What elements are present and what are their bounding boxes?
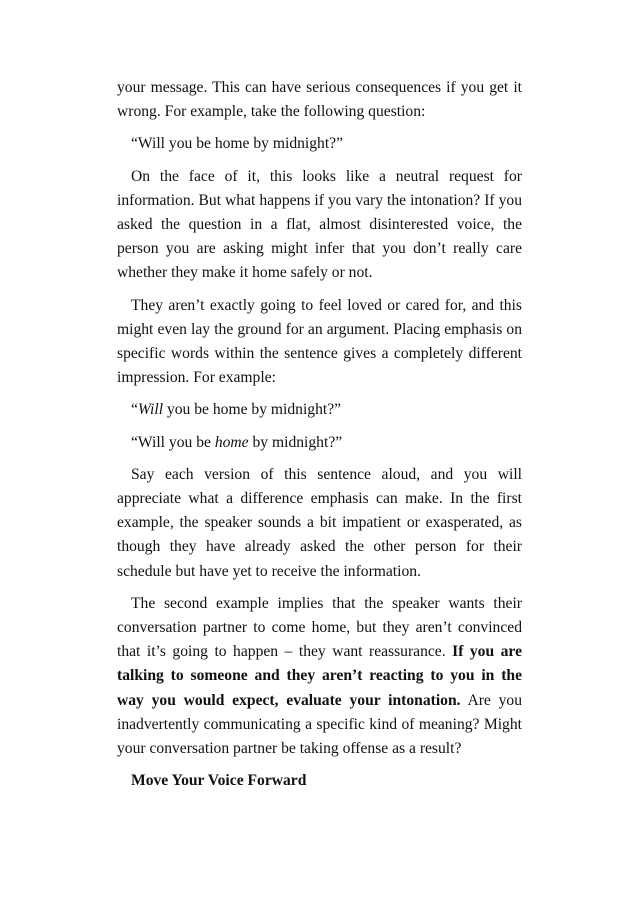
paragraph-neutral-request: On the face of it, this looks like a neutral request for information. But what happens if you vary the intonation? If you asked the question in a flat, almost disinterested voice, the person you are asking might infer that you don’t really care whether they make it home safely or not. bbox=[117, 167, 522, 282]
section-heading: Move Your Voice Forward bbox=[131, 772, 307, 790]
bold-advice: If you are talking to someone and they aren’t reacting to you in the way you would expect, evaluate your intonation. bbox=[117, 643, 522, 709]
text-after-bold: Are you inadvertently communicating a specific kind of meaning? Might your conversation partner be taking offense as a result? bbox=[117, 691, 522, 758]
paragraph-say-aloud: Say each version of this sentence aloud, and you will appreciate what a difference emphasis can make. In the first example, the speaker sounds a bit impatient or exasperated, as though they have already asked the other person for their schedule but have yet to receive the information. bbox=[117, 465, 522, 580]
text-before-bold: The second example implies that the speaker wants their conversation partner to come home, but they aren’t convinced that it’s going to happen – they want reassurance. bbox=[117, 594, 522, 661]
paragraph-emphasis-intro: They aren’t exactly going to feel loved or cared for, and this might even lay the ground for an argument. Placing emphasis on specific words within the sentence gives a completely different impression. For example: bbox=[117, 296, 522, 387]
quote-rest: you be home by midnight?” bbox=[163, 401, 342, 419]
emphasized-word-home: home bbox=[214, 433, 249, 451]
quote-before: “Will you be bbox=[131, 433, 215, 451]
example-question: “Will you be home by midnight?” bbox=[131, 135, 344, 153]
paragraph-second-example bbox=[117, 592, 522, 761]
quote-after: by midnight?” bbox=[248, 433, 343, 451]
example-home-emphasis bbox=[117, 431, 522, 455]
emphasized-word-will: Will bbox=[137, 401, 164, 419]
paragraph-continuation: your message. This can have serious consequences if you get it wrong. For example, take the following question: bbox=[117, 79, 522, 121]
quote-open: “ bbox=[131, 401, 138, 419]
document-page bbox=[117, 76, 522, 801]
example-will-emphasis bbox=[117, 398, 522, 422]
